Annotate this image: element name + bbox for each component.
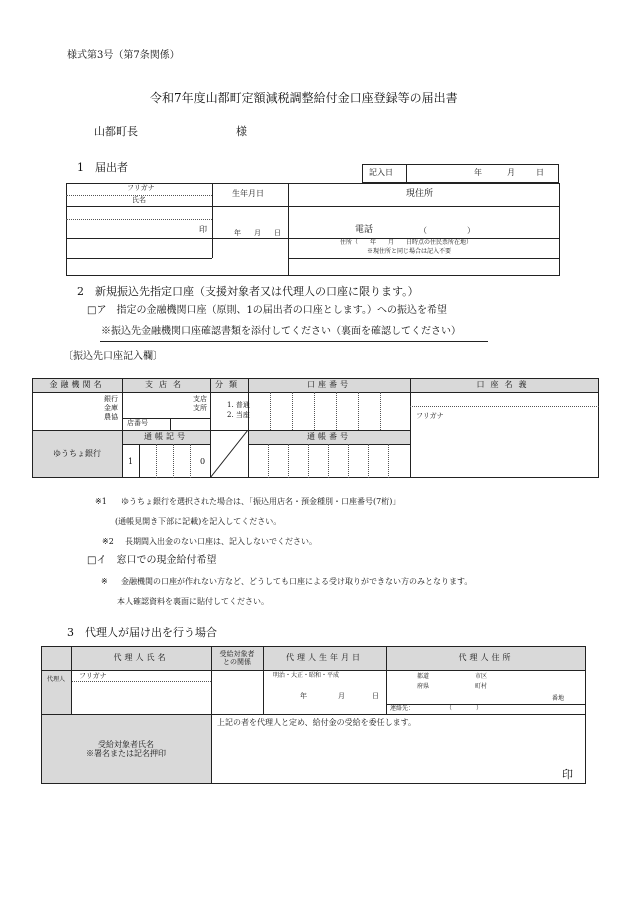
note3-line1: 金融機関の口座が作れない方など、どうしても口座による受け取りができない方のみとなります。 bbox=[121, 577, 473, 586]
agent-furigana-label: フリガナ bbox=[79, 672, 107, 680]
branch-header: 支店名 bbox=[145, 380, 187, 390]
note1-mark: ※1 bbox=[95, 497, 107, 506]
agent-birth-day: 日 bbox=[372, 692, 379, 700]
note2-mark: ※2 bbox=[102, 537, 114, 546]
yucho-bank-label: ゆうちょ銀行 bbox=[53, 449, 101, 459]
option-a-note: ※振込先金融機関口座確認書類を添付してください（裏面を確認してください） bbox=[101, 326, 461, 337]
account-name-furigana: フリガナ bbox=[416, 412, 444, 420]
branch-number-label: 店番号 bbox=[127, 419, 148, 427]
account-section-bracket: 〔振込先口座記入欄〕 bbox=[63, 351, 163, 362]
birthdate-label: 生年月日 bbox=[232, 189, 264, 198]
account-type-toza[interactable]: 2. 当座 bbox=[227, 411, 250, 419]
date-month: 月 bbox=[507, 168, 515, 177]
contact-label: 連絡先： bbox=[390, 705, 415, 712]
city-line2: 町村 bbox=[475, 683, 488, 690]
passbook-symbol-header: 通帳記号 bbox=[144, 432, 188, 442]
address-note2: ※現住所と同じ場合は記入不要 bbox=[367, 248, 452, 255]
applicant-name-label: 氏名 bbox=[132, 196, 146, 204]
account-type-header: 分類 bbox=[215, 380, 243, 390]
account-type-futsu[interactable]: 1. 普通 bbox=[227, 401, 250, 409]
recipient-name-label bbox=[41, 714, 211, 784]
note1-line2: (通帳見開き下部に記載)を記入してください。 bbox=[115, 517, 282, 526]
passbook-symbol-last: 0 bbox=[200, 457, 206, 466]
option-a-checkbox[interactable]: □ア 指定の金融機関口座（原則、1の届出者の口座とします。）への振込を希望 bbox=[87, 305, 448, 316]
date-label: 記入日 bbox=[369, 168, 393, 177]
pref-line2: 府県 bbox=[417, 683, 430, 690]
passbook-number-header: 通帳番号 bbox=[307, 432, 351, 442]
branch-type-shisho: 支所 bbox=[193, 404, 207, 412]
agent-side-label: 代理人 bbox=[46, 675, 65, 683]
recipient-line2: ※署名または記名押印 bbox=[86, 749, 166, 758]
section1-heading: 1 届出者 bbox=[77, 161, 128, 174]
account-name-header: 口座名義 bbox=[476, 380, 533, 390]
page-title: 令和7年度山都町定額減税調整給付金口座登録等の届出書 bbox=[150, 91, 458, 105]
relation-line2: との関係 bbox=[223, 658, 251, 666]
section3-heading: 3 代理人が届け出を行う場合 bbox=[67, 626, 217, 639]
birth-year: 年 bbox=[234, 229, 241, 237]
agent-birth-month: 月 bbox=[338, 692, 345, 700]
note3-mark: ※ bbox=[101, 577, 108, 586]
form-id: 様式第3号（第7条関係） bbox=[67, 50, 180, 61]
section2-heading: 2 新規振込先指定口座（支援対象者又は代理人の口座に限ります。） bbox=[77, 285, 419, 298]
note2-text: 長期間入出金のない口座は、記入しないでください。 bbox=[125, 537, 317, 546]
bank-type-shinkin: 金庫 bbox=[104, 404, 118, 412]
passbook-symbol-first: 1 bbox=[128, 457, 134, 466]
yucho-type-slash bbox=[210, 430, 248, 478]
birth-day: 日 bbox=[274, 229, 281, 237]
bank-type-bank: 銀行 bbox=[104, 395, 118, 403]
bank-name-header: 金融機関名 bbox=[49, 380, 105, 390]
birth-month: 月 bbox=[254, 229, 261, 237]
addressee-suffix: 様 bbox=[236, 125, 247, 138]
branch-type-shiten: 支店 bbox=[193, 395, 207, 403]
applicant-furigana-label: フリガナ bbox=[127, 184, 155, 192]
date-year: 年 bbox=[474, 168, 482, 177]
agent-birth-year: 年 bbox=[300, 692, 307, 700]
agent-name-header: 代理人氏名 bbox=[113, 653, 169, 663]
phone-label: 電話 bbox=[355, 225, 374, 235]
recipient-seal: 印 bbox=[562, 768, 573, 781]
agent-era-options: 明治・大正・昭和・平成 bbox=[273, 672, 340, 679]
delegation-statement: 上記の者を代理人と定め、給付金の受給を委任します。 bbox=[217, 718, 417, 727]
option-a-note-underline bbox=[100, 341, 488, 342]
note1-line1: ゆうちょ銀行を選択された場合は、「振込用店名・預金種別・口座番号(7桁)」 bbox=[121, 497, 401, 506]
option-i-checkbox[interactable]: □イ 窓口での現金給付希望 bbox=[87, 555, 217, 566]
applicant-seal: 印 bbox=[199, 225, 207, 234]
phone-paren: （ ） bbox=[419, 226, 475, 235]
address-label: 現住所 bbox=[406, 189, 434, 199]
date-day: 日 bbox=[536, 168, 544, 177]
contact-paren: （ ） bbox=[446, 705, 483, 712]
agent-address-header: 代理人住所 bbox=[458, 653, 514, 663]
pref-line1: 都道 bbox=[417, 673, 430, 680]
account-number-header: 口座番号 bbox=[307, 380, 351, 390]
city-line1: 市区 bbox=[475, 673, 488, 680]
addressee: 山都町長 bbox=[94, 125, 138, 138]
recipient-line1: 受給対象者氏名 bbox=[98, 739, 154, 749]
banchi-label: 番地 bbox=[552, 695, 565, 702]
address-note1: 住所（ 年 月 日時点の住民票所在地） bbox=[340, 239, 473, 246]
relation-line1: 受給対象者 bbox=[219, 649, 255, 658]
bank-type-nokyo: 農協 bbox=[104, 413, 118, 421]
note3-line2: 本人確認資料を裏面に貼付してください。 bbox=[117, 597, 269, 606]
relation-header bbox=[211, 646, 263, 670]
agent-birth-header: 代理人生年月日 bbox=[286, 653, 363, 663]
